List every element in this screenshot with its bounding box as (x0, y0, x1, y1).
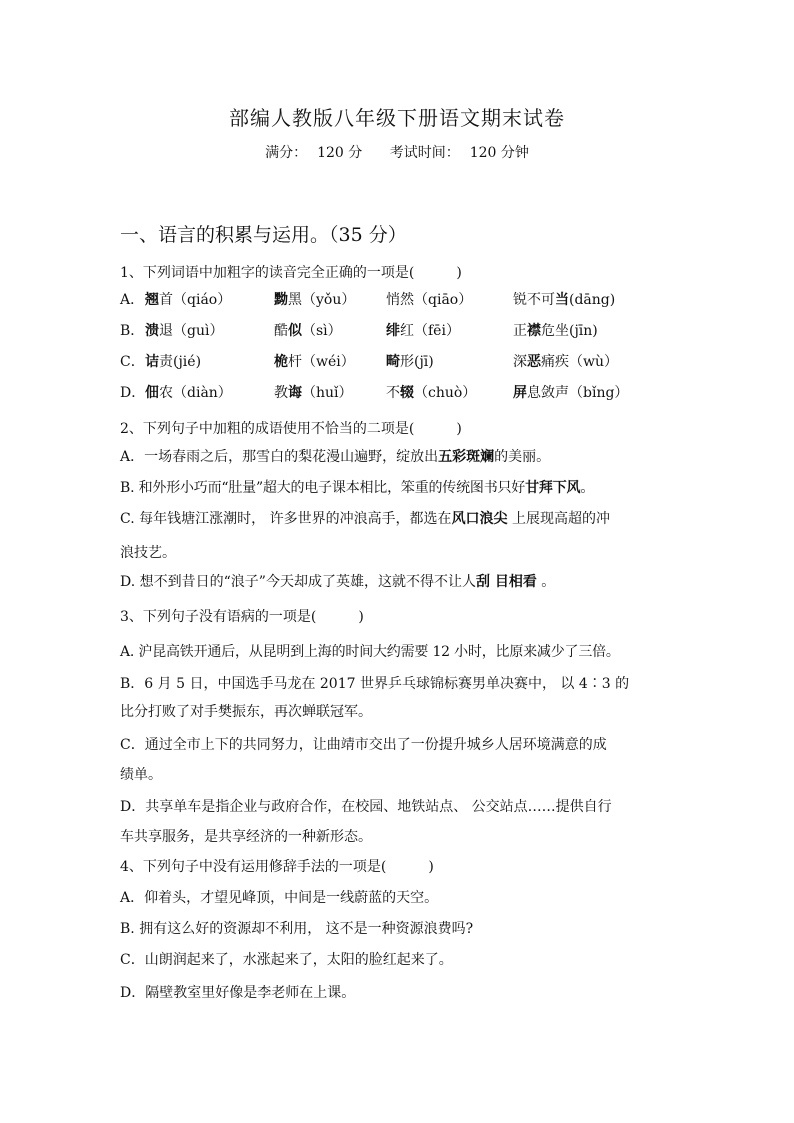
q3-option-c: C．通过全市上下的共同努力，让曲靖市交出了一份提升城乡人居环境满意的成 (120, 737, 607, 753)
q4-option-a: A．仰着头，才望见峰顶，中间是一线蔚蓝的天空。 (120, 890, 439, 906)
q3-option-b-cont: 比分打败了对手樊振东，再次蝉联冠军。 (120, 704, 372, 720)
option-item: 诘责(jié) (145, 354, 202, 370)
option-item: 悄然（qiāo） (386, 292, 473, 308)
option-item: 教诲（huǐ） (274, 385, 353, 401)
time-value: 120 分钟 (469, 145, 529, 161)
option-item: 深恶痛疾（wù） (513, 354, 618, 370)
q3-option-a: A. 沪昆高铁开通后，从昆明到上海的时间大约需要 12 小时，比原来减少了三倍。 (120, 644, 620, 660)
q2-stem: 2、下列句子中加粗的成语使用不恰当的二项是( ) (120, 421, 462, 437)
q2-option-c: C. 每年钱塘江涨潮时， 许多世界的冲浪高手，都选在风口浪尖 上展现高超的冲 (120, 511, 611, 527)
option-label: A． (120, 292, 145, 308)
q3-option-b: B．6 月 5 日，中国选手马龙在 2017 世界乒乓球锦标赛男单决赛中， 以 4∶3 的 (120, 676, 630, 692)
q1-stem: 1、下列词语中加粗字的读音完全正确的一项是( ) (120, 265, 462, 281)
q3-stem: 3、下列句子没有语病的一项是( ) (120, 609, 364, 625)
exam-title: 部编人教版八年级下册语文期末试卷 (229, 106, 565, 130)
time-label: 考试时间： (389, 145, 460, 161)
q3-option-d-cont: 车共享服务，是共享经济的一种新形态。 (120, 829, 372, 845)
option-item: 畸形(jī) (386, 354, 434, 370)
option-item: 屏息敛声（bǐng） (513, 385, 629, 401)
option-item: 锐不可当(dāng) (513, 292, 616, 308)
score-value: 120 分 (317, 145, 363, 161)
option-item: 溃退（guì） (145, 323, 224, 339)
q4-stem: 4、下列句子中没有运用修辞手法的一项是( ) (120, 859, 434, 875)
score-label: 满分： (265, 145, 308, 161)
option-label: B． (120, 323, 145, 339)
q4-option-c: C．山朗润起来了，水涨起来了，太阳的脸红起来了。 (120, 952, 453, 968)
q4-option-d: D．隔壁教室里好像是李老师在上课。 (120, 985, 356, 1001)
exam-meta (0, 142, 794, 162)
option-item: 黝黑（yǒu） (274, 292, 356, 308)
option-label: C． (120, 354, 145, 370)
section-heading: 一、语言的积累与运用。（35 分） (120, 224, 407, 246)
option-item: 酷似（sì） (274, 323, 342, 339)
q3-option-c-cont: 绩单。 (120, 767, 162, 783)
option-item: 桅杆（wéi） (274, 354, 355, 370)
option-item: 翘首（qiáo） (145, 292, 232, 308)
q3-option-d: D．共享单车是指企业与政府合作，在校园、地铁站点、 公交站点……提供自行 (120, 799, 612, 815)
option-item: 绯红（fēi） (386, 323, 460, 339)
option-item: 不辍（chuò） (386, 385, 477, 401)
option-item: 正襟危坐(jīn) (513, 323, 598, 339)
q4-option-b: B. 拥有这么好的资源却不利用， 这不是一种资源浪费吗? (120, 921, 474, 937)
q2-option-a: A．一场春雨之后，那雪白的梨花漫山遍野，绽放出五彩斑斓的美丽。 (120, 449, 551, 465)
q2-option-d: D. 想不到昔日的“浪子”今天却成了英雄，这就不得不让人刮 目相看 。 (120, 574, 556, 590)
option-item: 佃农（diàn） (145, 385, 232, 401)
q2-option-b: B. 和外形小巧而“肚量”超大的电子课本相比，笨重的传统图书只好甘拜下风。 (120, 480, 595, 496)
option-label: D． (120, 385, 146, 401)
q2-option-c-cont: 浪技艺。 (120, 545, 176, 561)
